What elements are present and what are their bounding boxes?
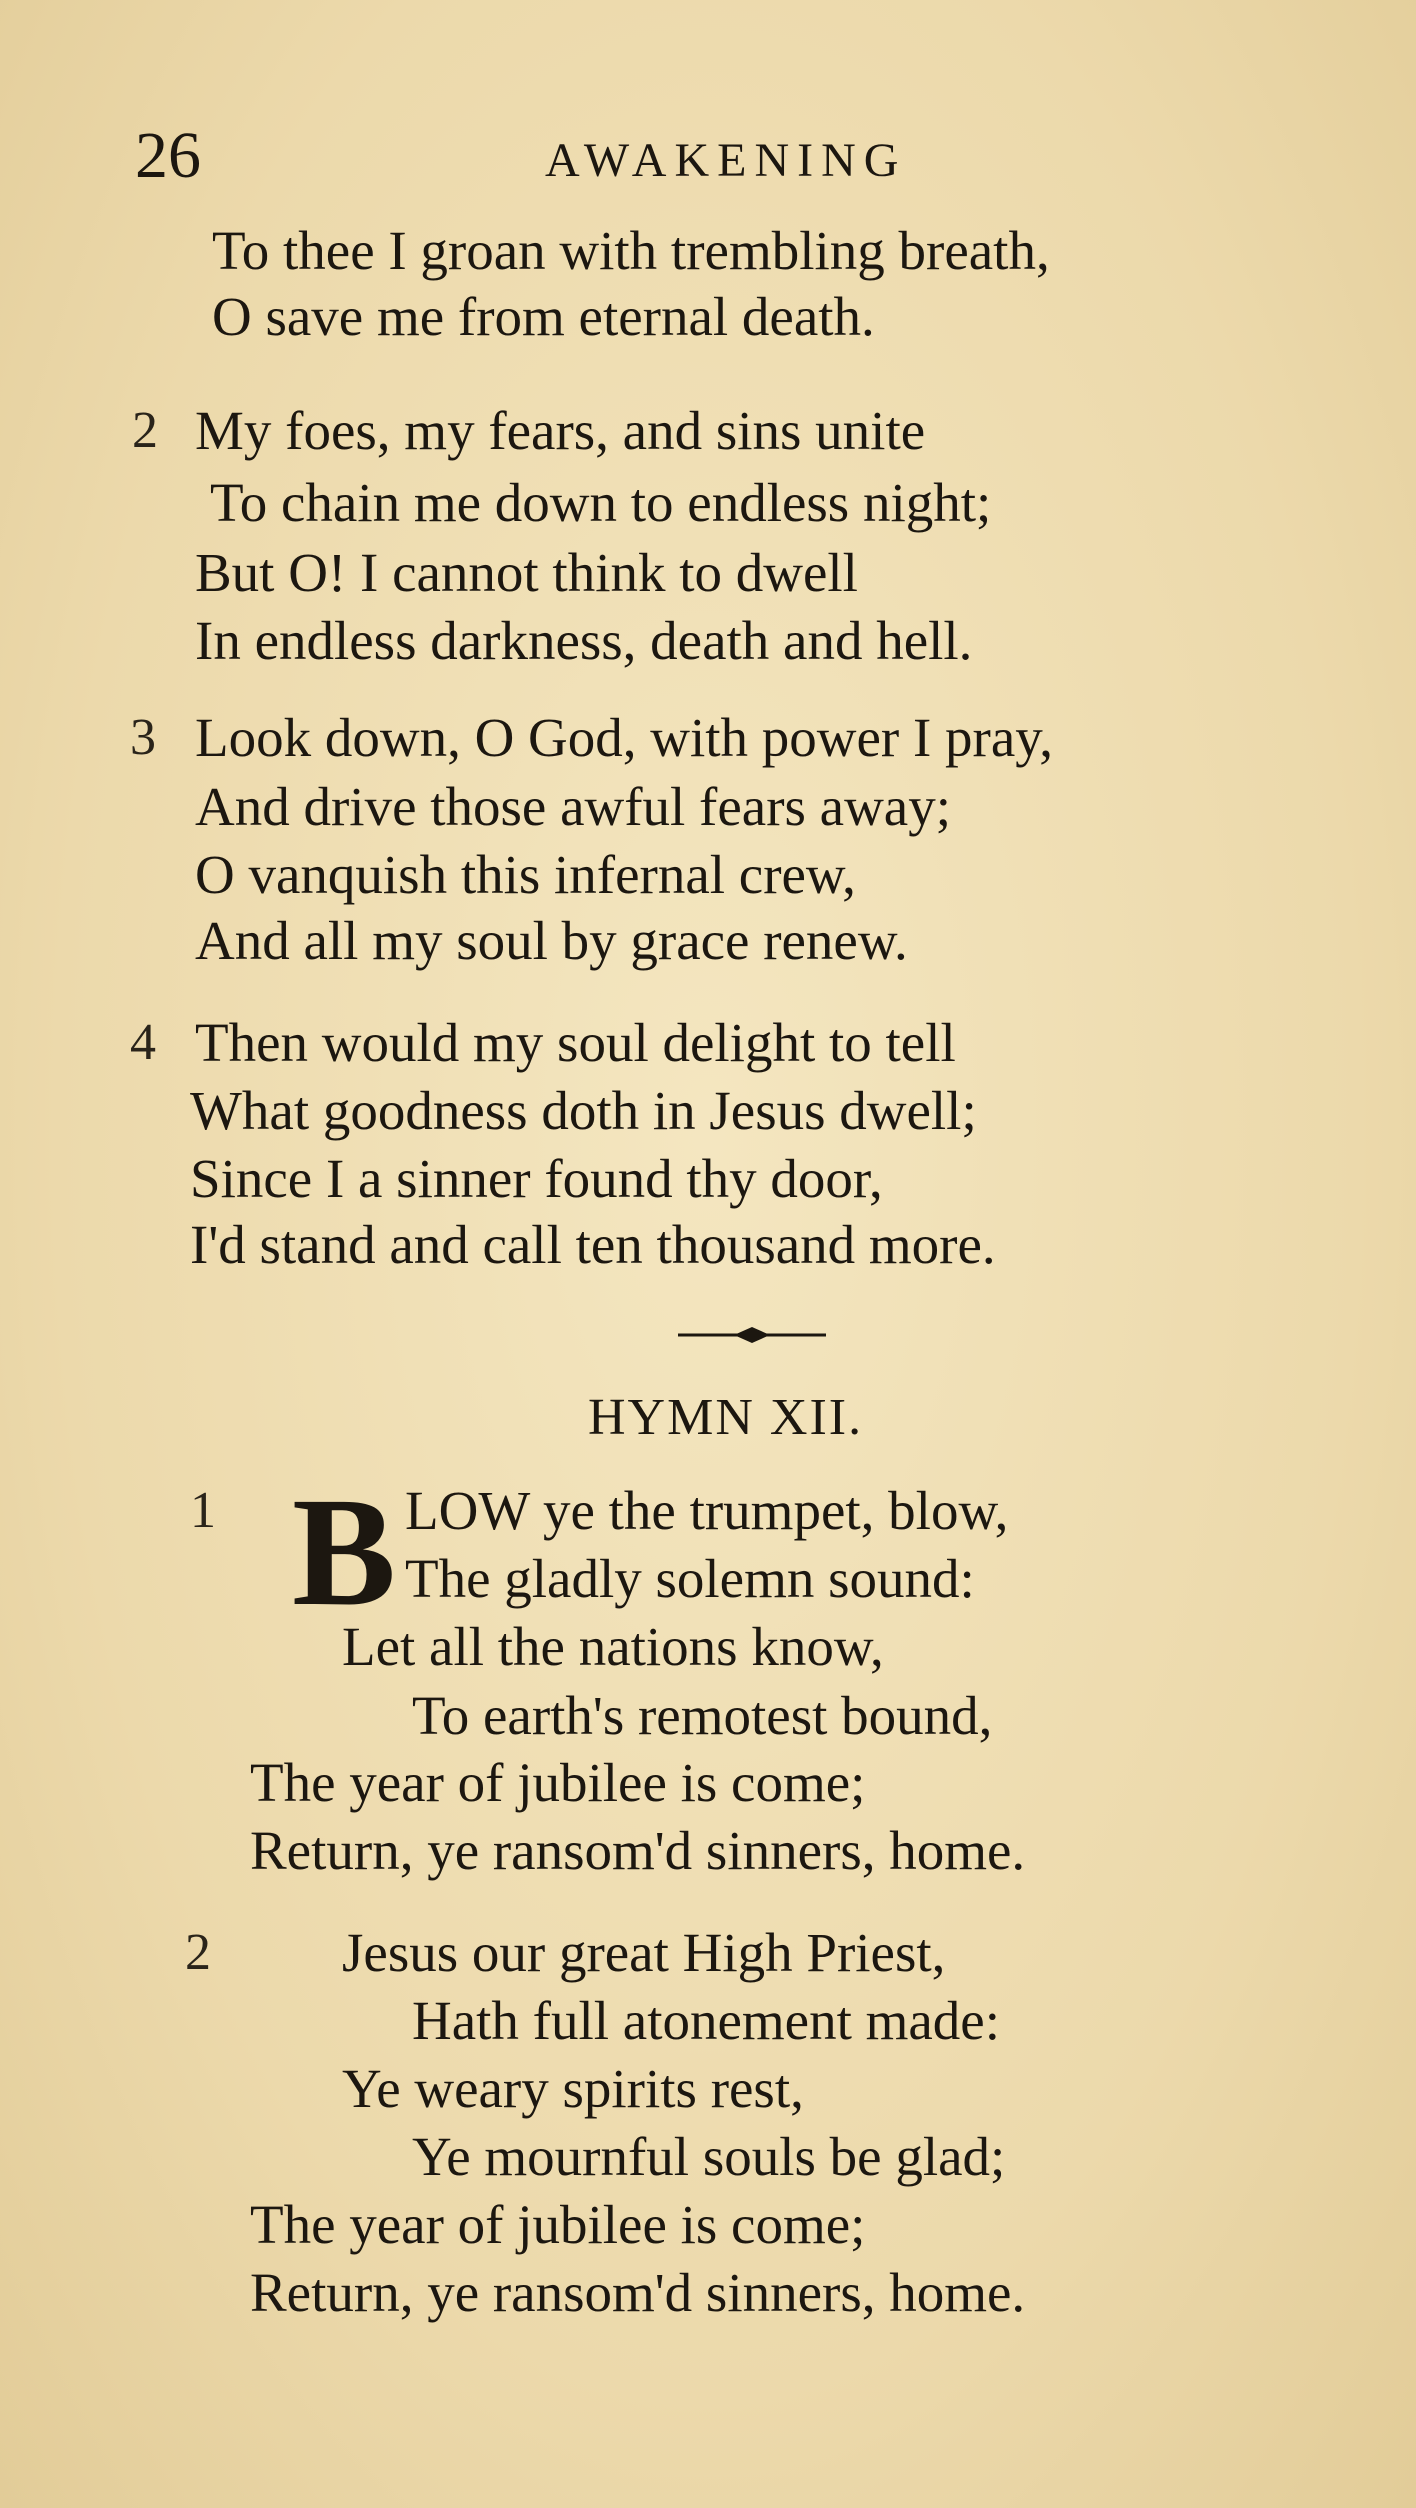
verse-line: But O! I cannot think to dwell <box>195 542 858 603</box>
hymn-title: HYMN XII. <box>588 1389 864 1446</box>
verse-line: To chain me down to endless night; <box>210 472 992 533</box>
verse-line: The year of jubilee is come; <box>250 1752 866 1813</box>
verse-line: The year of jubilee is come; <box>250 2194 866 2255</box>
verse-line: Let all the nations know, <box>342 1616 884 1677</box>
verse-line: Return, ye ransom'd sinners, home. <box>250 2262 1026 2323</box>
verse-line: Jesus our great High Priest, <box>342 1922 946 1983</box>
verse-line: In endless darkness, death and hell. <box>195 610 973 671</box>
verse-number: 2 <box>185 1924 211 1981</box>
drop-cap: B <box>292 1465 397 1638</box>
verse-number: 3 <box>130 709 156 766</box>
verse-line: O vanquish this infernal crew, <box>195 844 856 905</box>
verse-line: And drive those awful fears away; <box>195 776 951 837</box>
verse-line: To earth's remotest bound, <box>412 1685 993 1746</box>
verse-line: I'd stand and call ten thousand more. <box>190 1214 996 1275</box>
page-number: 26 <box>135 119 201 192</box>
verse-line: Hath full atonement made: <box>412 1990 1001 2051</box>
verse-number: 2 <box>132 402 158 459</box>
ornamental-rule <box>672 1320 832 1350</box>
verse-line: What goodness doth in Jesus dwell; <box>190 1080 977 1141</box>
verse-line: Return, ye ransom'd sinners, home. <box>250 1820 1026 1881</box>
verse-line: Since I a sinner found thy door, <box>190 1148 883 1209</box>
verse-line: And all my soul by grace renew. <box>195 910 908 971</box>
verse-line: The gladly solemn sound: <box>405 1548 975 1609</box>
verse-line: O save me from eternal death. <box>212 286 875 347</box>
verse-number: 1 <box>190 1482 216 1539</box>
verse-line: Ye mournful souls be glad; <box>412 2126 1006 2187</box>
verse-line: Look down, O God, with power I pray, <box>195 707 1053 768</box>
verse-line: LOW ye the trumpet, blow, <box>405 1480 1009 1541</box>
verse-line: Then would my soul delight to tell <box>195 1012 956 1073</box>
running-title: AWAKENING <box>545 134 907 187</box>
verse-line: Ye weary spirits rest, <box>342 2058 804 2119</box>
verse-number: 4 <box>130 1014 156 1071</box>
verse-line: To thee I groan with trembling breath, <box>212 220 1050 281</box>
verse-line: My foes, my fears, and sins unite <box>195 400 926 461</box>
